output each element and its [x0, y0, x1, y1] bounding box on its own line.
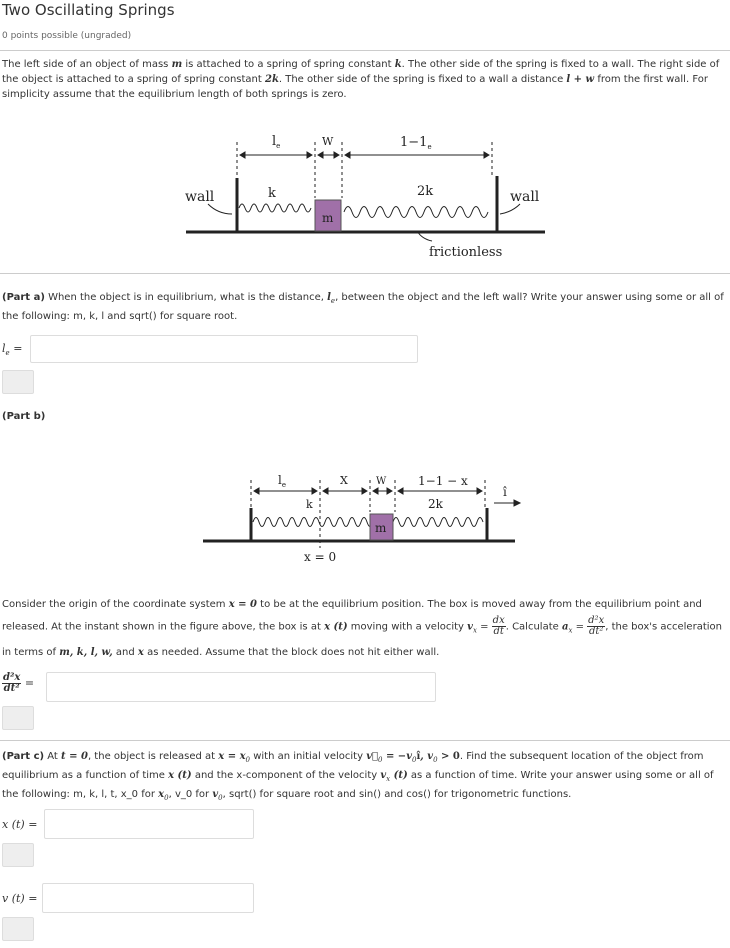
label-x: X — [340, 474, 348, 487]
label-le: $l_e$ — [278, 473, 286, 489]
divider — [0, 50, 730, 51]
part-c-x-answer-input[interactable] — [44, 809, 254, 839]
label-wall-right: wall — [510, 189, 540, 205]
part-c-v-answer-input[interactable] — [42, 883, 254, 913]
part-a-label: $l_e$ = — [2, 342, 23, 358]
label-2k: 2k — [417, 184, 434, 199]
label-m: m — [322, 211, 334, 225]
label-l-minus-le: $1-1_e$ — [400, 135, 432, 151]
intro-text: The left side of an object of mass m is attached to a spring of spring constant k. The other side of the spring is fixed to a wall. The right side of the object is attached to a spring of spring constant 2k. The other side of the spring is fixed to a wall a distance l + w from the first wall. For simplicity assume that the equilibrium length of both springs is zero. — [2, 59, 720, 100]
spring-left-coil — [253, 518, 373, 527]
part-c-v-submit-button[interactable] — [2, 917, 34, 941]
part-c-x-label: x (t) = — [2, 818, 38, 831]
divider — [0, 273, 730, 274]
label-wall-left: wall — [185, 189, 215, 205]
label-le: $l_e$ — [272, 134, 281, 150]
label-m: m — [375, 521, 387, 535]
part-b-answer-input[interactable] — [46, 672, 436, 702]
label-k: k — [268, 186, 276, 201]
label-2k: 2k — [428, 497, 443, 511]
spring-right-coil — [393, 518, 483, 527]
label-w: W — [376, 476, 387, 487]
part-c-v-label: v (t) = — [2, 892, 38, 905]
part-a-submit-button[interactable] — [2, 370, 34, 394]
part-b-heading: (Part b) — [2, 411, 46, 422]
part-c-x-submit-button[interactable] — [2, 843, 34, 867]
part-c-question: (Part c) At t = 0, the object is released at $x = x_0$ with an initial velocity $v⃗_0$ = $-v_0î$, $v_0 > 0$. Find the subsequent location of the object from equilibrium as a function of time x (t) and the x-component of the velocity $v_x$ (t) as a function of time. Write your answer using some or all of the following: m, k, l, t, x_0 for $x_0$, v_0 for $v_0$, sqrt() for square root and sin() and cos() for trigonometric functions. — [2, 751, 714, 802]
figure-springs-displaced — [200, 468, 525, 568]
spring-left-coil — [239, 204, 311, 212]
label-frictionless: frictionless — [429, 245, 503, 260]
divider — [0, 740, 730, 741]
spring-right-coil — [344, 207, 488, 218]
label-l-minus-le-minus-x: 1−1 − x — [418, 474, 468, 488]
part-a-answer-input[interactable] — [30, 335, 418, 363]
label-w: W — [322, 135, 334, 148]
figure-springs-equilibrium — [180, 128, 550, 263]
part-b-question: Consider the origin of the coordinate system x = 0 to be at the equilibrium position. The box is moved away from the equilibrium point and released. At the instant shown in the figure above, the box is at x (t) moving with a velocity $v_x$ = $\frac{dx}{dt}$ . Calculate $a_x$ = $\frac{\text{d²x}}{\text{dt²}}$ , the box's acceleration in terms of m, k, l, w, and x as needed. Assume that the block does not hit either wall. — [2, 599, 722, 658]
label-x-equals-0: x = 0 — [304, 550, 337, 564]
part-b-label: $\frac{\text{d²x}}{\text{dt²}}$ = — [3, 672, 35, 694]
points-possible: 0 points possible (ungraded) — [2, 31, 132, 41]
label-k: k — [306, 498, 313, 511]
page-title: Two Oscillating Springs — [2, 1, 175, 19]
part-b-submit-button[interactable] — [2, 706, 34, 730]
part-a-question: (Part a) When the object is in equilibrium, what is the distance, $l_e$, between the object and the left wall? Write your answer using some or all of the following: m, k, l and sqrt() for square root. — [2, 292, 724, 322]
label-i-hat: î — [503, 485, 507, 499]
